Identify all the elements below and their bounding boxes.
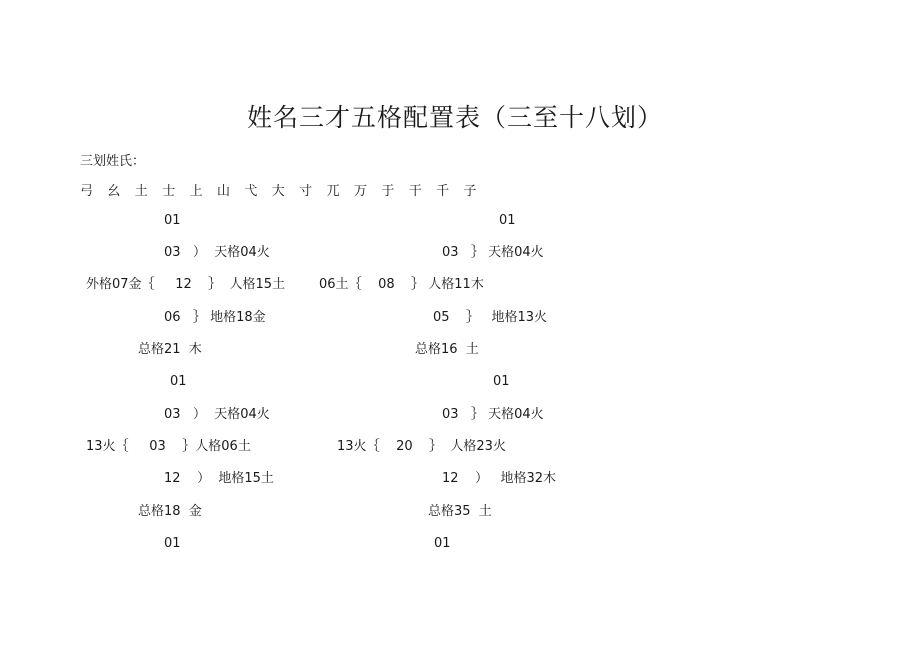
block2-col1-tian-ge: 03 ） 天格04火 — [164, 407, 270, 422]
block1-col2-top-stroke: 01 — [499, 213, 516, 228]
section-subtitle: 三划姓氏： — [80, 154, 146, 169]
block1-col2-di-ge: 05 ｝ 地格13火 — [433, 310, 548, 325]
block1-col2-tian-ge: 03 ｝ 天格04火 — [442, 245, 544, 260]
page-title: 姓名三才五格配置表（三至十八划） — [246, 103, 663, 132]
block2-col2-ren-ge: 13火｛ 20 ｝ 人格23火 — [337, 439, 506, 454]
block1-col1-zong-ge: 总格21 木 — [138, 342, 202, 357]
block1-col1-top-stroke: 01 — [164, 213, 181, 228]
block1-col2-ren-ge: 06土｛ 08 ｝ 人格11木 — [319, 277, 484, 292]
surname-character-list: 弓 幺 土 士 上 山 弋 大 寸 兀 万 于 干 千 子 — [80, 184, 478, 199]
next-block-col1-top-stroke: 01 — [164, 536, 181, 551]
block2-col2-zong-ge: 总格35 土 — [428, 504, 492, 519]
block1-col1-ren-ge: 外格07金｛ 12 ｝ 人格15土 — [86, 277, 286, 292]
block2-col1-top-stroke: 01 — [170, 374, 187, 389]
block2-col2-top-stroke: 01 — [493, 374, 510, 389]
next-block-col2-top-stroke: 01 — [434, 536, 451, 551]
block1-col2-zong-ge: 总格16 土 — [415, 342, 479, 357]
block1-col1-di-ge: 06 ｝ 地格18金 — [164, 310, 266, 325]
block2-col1-ren-ge: 13火｛ 03 ｝人格06土 — [86, 439, 251, 454]
block2-col1-zong-ge: 总格18 金 — [138, 504, 202, 519]
block1-col1-tian-ge: 03 ） 天格04火 — [164, 245, 270, 260]
block2-col1-di-ge: 12 ） 地格15土 — [164, 471, 274, 486]
block2-col2-tian-ge: 03 ｝ 天格04火 — [442, 407, 544, 422]
block2-col2-di-ge: 12 ） 地格32木 — [442, 471, 557, 486]
